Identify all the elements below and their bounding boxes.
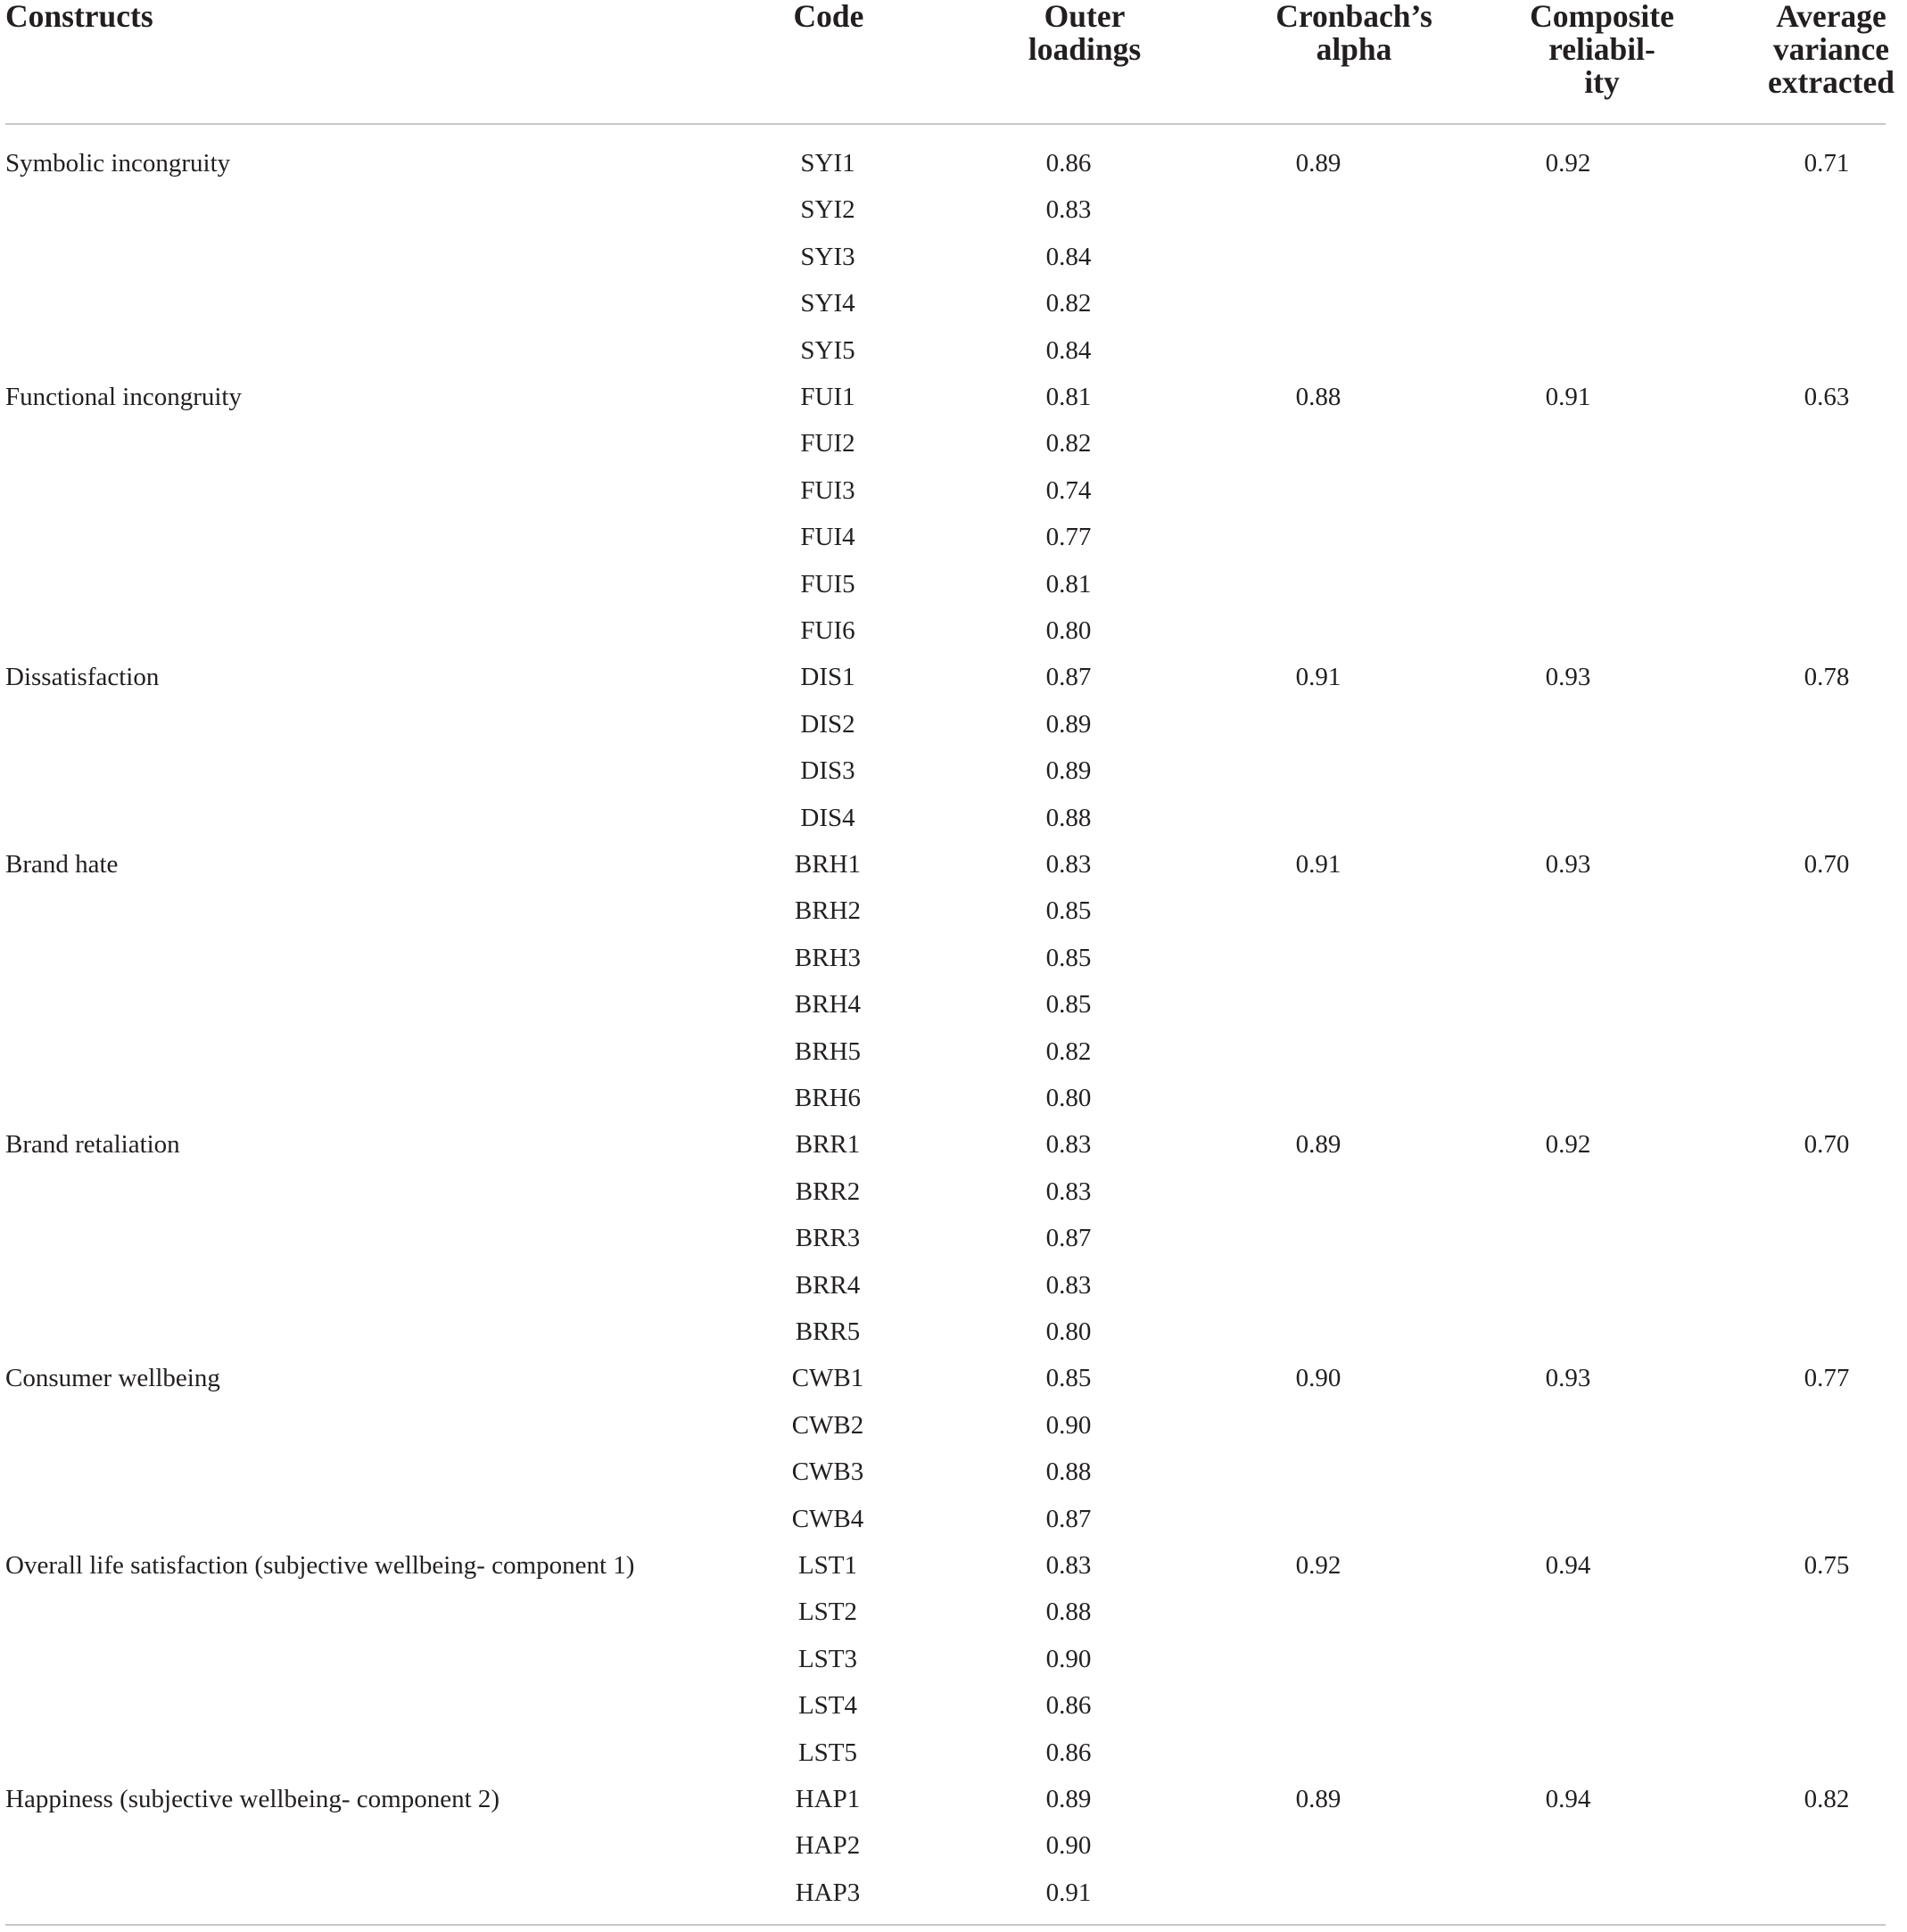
composite-reliability-value: 0.93 <box>1545 850 1591 879</box>
composite-reliability-value: 0.94 <box>1545 1785 1591 1813</box>
item-code: CWB1 <box>791 1364 864 1392</box>
item-code: BRH3 <box>794 944 862 972</box>
item-code: CWB3 <box>791 1457 864 1486</box>
outer-loading-value: 0.89 <box>1045 756 1092 785</box>
item-code: DIS1 <box>800 663 855 691</box>
item-code: LST2 <box>797 1598 858 1626</box>
header-constructs: Constructs <box>5 0 153 34</box>
construct-name: Brand hate <box>5 850 119 879</box>
outer-loading-value: 0.91 <box>1045 1878 1092 1907</box>
outer-loading-value: 0.85 <box>1045 1364 1092 1392</box>
ave-value: 0.77 <box>1804 1364 1850 1392</box>
item-code: BRR5 <box>795 1317 861 1346</box>
cronbach-alpha-value: 0.92 <box>1295 1551 1342 1580</box>
composite-reliability-value: 0.93 <box>1545 1364 1591 1392</box>
outer-loading-value: 0.83 <box>1045 1271 1092 1300</box>
item-code: LST5 <box>797 1738 858 1767</box>
header-composite-reliability: Composite reliabil- ity <box>1530 0 1674 100</box>
item-code: FUI6 <box>800 616 855 645</box>
construct-name: Overall life satisfaction (subjective wellbeing- component 1) <box>5 1551 635 1580</box>
outer-loading-value: 0.81 <box>1045 570 1092 599</box>
outer-loading-value: 0.87 <box>1045 1224 1092 1252</box>
outer-loading-value: 0.88 <box>1045 1457 1092 1486</box>
outer-loading-value: 0.90 <box>1045 1645 1092 1673</box>
item-code: BRR4 <box>795 1271 861 1300</box>
outer-loading-value: 0.82 <box>1045 1037 1092 1066</box>
outer-loading-value: 0.85 <box>1045 990 1092 1019</box>
ave-value: 0.63 <box>1804 383 1850 411</box>
outer-loading-value: 0.83 <box>1045 1177 1092 1206</box>
item-code: SYI2 <box>800 195 855 224</box>
outer-loading-value: 0.77 <box>1045 523 1092 551</box>
item-code: CWB4 <box>791 1505 864 1533</box>
outer-loading-value: 0.86 <box>1045 149 1092 178</box>
construct-name: Symbolic incongruity <box>5 149 231 178</box>
outer-loading-value: 0.83 <box>1045 195 1092 224</box>
ave-value: 0.71 <box>1804 149 1850 178</box>
outer-loading-value: 0.84 <box>1045 336 1092 365</box>
item-code: HAP2 <box>795 1831 861 1860</box>
cronbach-alpha-value: 0.89 <box>1295 1130 1342 1159</box>
item-code: BRH6 <box>794 1084 862 1112</box>
header-outer-loadings: Outer loadings <box>1028 0 1142 67</box>
outer-loading-value: 0.88 <box>1045 1598 1092 1626</box>
ave-value: 0.78 <box>1804 663 1850 691</box>
outer-loading-value: 0.86 <box>1045 1691 1092 1720</box>
outer-loading-value: 0.89 <box>1045 710 1092 739</box>
outer-loading-value: 0.84 <box>1045 243 1092 271</box>
composite-reliability-value: 0.94 <box>1545 1551 1591 1580</box>
composite-reliability-value: 0.91 <box>1545 383 1591 411</box>
ave-value: 0.75 <box>1804 1551 1850 1580</box>
composite-reliability-value: 0.92 <box>1545 149 1591 178</box>
outer-loading-value: 0.88 <box>1045 804 1092 832</box>
outer-loading-value: 0.80 <box>1045 616 1092 645</box>
construct-name: Functional incongruity <box>5 383 242 411</box>
outer-loading-value: 0.86 <box>1045 1738 1092 1767</box>
outer-loading-value: 0.90 <box>1045 1831 1092 1860</box>
outer-loading-value: 0.83 <box>1045 1551 1092 1580</box>
item-code: FUI2 <box>800 429 855 458</box>
item-code: FUI3 <box>800 476 855 505</box>
cronbach-alpha-value: 0.91 <box>1295 850 1342 879</box>
outer-loading-value: 0.90 <box>1045 1411 1092 1440</box>
item-code: SYI1 <box>800 149 855 178</box>
outer-loading-value: 0.85 <box>1045 944 1092 972</box>
header-code: Code <box>793 0 864 34</box>
header-cronbach-alpha: Cronbach’s alpha <box>1275 0 1432 67</box>
outer-loading-value: 0.82 <box>1045 289 1092 318</box>
item-code: DIS3 <box>800 756 855 785</box>
cronbach-alpha-value: 0.91 <box>1295 663 1342 691</box>
composite-reliability-value: 0.93 <box>1545 663 1591 691</box>
item-code: DIS2 <box>800 710 855 739</box>
item-code: SYI5 <box>800 336 855 365</box>
outer-loading-value: 0.80 <box>1045 1084 1092 1112</box>
cronbach-alpha-value: 0.89 <box>1295 1785 1342 1813</box>
construct-name: Happiness (subjective wellbeing- component 2) <box>5 1785 500 1813</box>
composite-reliability-value: 0.92 <box>1545 1130 1591 1159</box>
outer-loading-value: 0.89 <box>1045 1785 1092 1813</box>
outer-loading-value: 0.85 <box>1045 896 1092 925</box>
outer-loading-value: 0.80 <box>1045 1317 1092 1346</box>
item-code: BRR3 <box>795 1224 861 1252</box>
cronbach-alpha-value: 0.90 <box>1295 1364 1342 1392</box>
item-code: LST4 <box>797 1691 858 1720</box>
header-average-variance-extracted: Average variance extracted <box>1768 0 1895 100</box>
cronbach-alpha-value: 0.88 <box>1295 383 1342 411</box>
construct-name: Brand retaliation <box>5 1130 180 1159</box>
cronbach-alpha-value: 0.89 <box>1295 149 1342 178</box>
item-code: CWB2 <box>791 1411 864 1440</box>
ave-value: 0.70 <box>1804 850 1850 879</box>
ave-value: 0.70 <box>1804 1130 1850 1159</box>
item-code: SYI3 <box>800 243 855 271</box>
item-code: BRH5 <box>794 1037 862 1066</box>
outer-loading-value: 0.82 <box>1045 429 1092 458</box>
outer-loading-value: 0.83 <box>1045 850 1092 879</box>
item-code: LST1 <box>797 1551 858 1580</box>
item-code: BRH1 <box>794 850 862 879</box>
outer-loading-value: 0.74 <box>1045 476 1092 505</box>
construct-name: Dissatisfaction <box>5 663 160 691</box>
item-code: BRH2 <box>794 896 862 925</box>
item-code: FUI1 <box>800 383 855 411</box>
item-code: LST3 <box>797 1645 858 1673</box>
item-code: HAP1 <box>795 1785 861 1813</box>
item-code: BRR1 <box>795 1130 861 1159</box>
item-code: BRR2 <box>795 1177 861 1206</box>
table-bottom-rule <box>5 1924 1886 1926</box>
item-code: HAP3 <box>795 1878 861 1907</box>
item-code: DIS4 <box>800 804 855 832</box>
item-code: SYI4 <box>800 289 855 318</box>
construct-name: Consumer wellbeing <box>5 1364 220 1392</box>
ave-value: 0.82 <box>1804 1785 1850 1813</box>
outer-loading-value: 0.83 <box>1045 1130 1092 1159</box>
outer-loading-value: 0.81 <box>1045 383 1092 411</box>
item-code: FUI5 <box>800 570 855 599</box>
outer-loading-value: 0.87 <box>1045 663 1092 691</box>
item-code: FUI4 <box>800 523 855 551</box>
outer-loading-value: 0.87 <box>1045 1505 1092 1533</box>
item-code: BRH4 <box>794 990 862 1019</box>
